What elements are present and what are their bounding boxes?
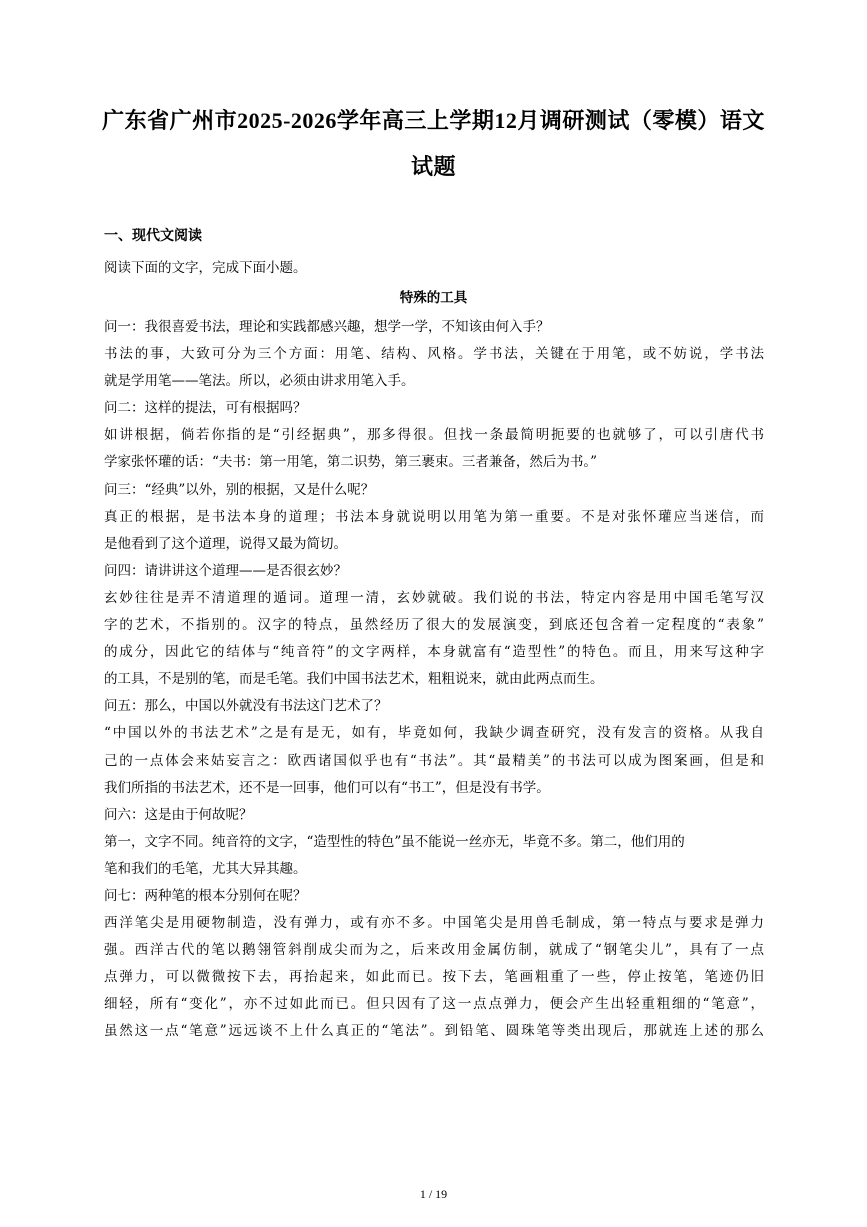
text-line: 问六：这是由于何故呢？ bbox=[104, 806, 253, 823]
text-line: 问一：我很喜爱书法，理论和实践都感兴趣，想学一学，不知该由何入手？ bbox=[104, 319, 550, 335]
text-line: 的成分，因此它的结体与“纯音符”的文字两样，本身就富有“造型性”的特色。而且，用来写这种字 bbox=[104, 644, 764, 661]
text-line: 点弹力，可以微微按下去，再抬起来，如此而已。按下去，笔画粗重了一些，停止按笔，笔迹仍旧 bbox=[104, 969, 764, 986]
text-line: 真正的根据，是书法本身的道理；书法本身就说明以用笔为第一重要。不是对张怀瓘应当迷信，而 bbox=[104, 508, 764, 525]
text-line: 问七：两种笔的根本分别何在呢？ bbox=[104, 887, 307, 904]
page-number: 1 / 19 bbox=[419, 1187, 448, 1201]
text-line: 强。西洋古代的笔以鹅翎管斜削成尖而为之，后来改用金属仿制，就成了“钢笔尖儿”，具有了一点 bbox=[104, 942, 764, 959]
text-line: 问四：请讲讲这个道理——是否很玄妙？ bbox=[104, 562, 347, 579]
text-line: 第一，文字不同。纯音符的文字，“造型性的特色”虽不能说一丝亦无，毕竟不多。第二，他们用的 bbox=[104, 833, 685, 850]
text-line: 就是学用笔——笔法。所以，必须由讲求用笔入手。 bbox=[104, 373, 415, 390]
document-title-line-1: 广东省广州市2025-2026学年高三上学期12月调研测试（零模）语文 bbox=[102, 108, 765, 133]
text-line: 字的艺术，不指别的。汉字的特点，虽然经历了很大的发展演变，到底还包含着一定程度的“表象” bbox=[104, 617, 764, 634]
text-line: 细轻，所有“变化”，亦不过如此而已。但只因有了这一点点弹力，便会产生出轻重粗细的“笔意”， bbox=[104, 996, 764, 1013]
text-line: 问三：“经典”以外，别的根据，又是什么呢？ bbox=[104, 481, 375, 498]
text-line: 我们所指的书法艺术，还不是一回事，他们可以有“书工”，但是没有书学。 bbox=[104, 779, 550, 796]
text-line: 问二：这样的提法，可有根据吗？ bbox=[104, 400, 307, 417]
text-line: 笔和我们的毛笔，尤其大异其趣。 bbox=[104, 860, 307, 877]
text-line: 己的一点体会来姑妄言之：欧西诸国似乎也有“书法”。其“最精美”的书法可以成为图案画，但是和 bbox=[104, 752, 764, 769]
text-line: 虽然这一点“笔意”远远谈不上什么真正的“笔法”。到铅笔、圆珠笔等类出现后，那就连上述的那么 bbox=[104, 1023, 764, 1040]
text-line: 玄妙往往是弄不清道理的遁词。道理一清，玄妙就破。我们说的书法，特定内容是用中国毛笔写汉 bbox=[104, 589, 764, 606]
document-title-line-2: 试题 bbox=[410, 154, 456, 179]
text-line: 的工具，不是别的笔，而是毛笔。我们中国书法艺术，粗粗说来，就由此两点而生。 bbox=[104, 671, 604, 688]
text-line: 问五：那么，中国以外就没有书法这门艺术了？ bbox=[104, 698, 388, 715]
section-heading: 一、现代文阅读 bbox=[104, 228, 202, 244]
article-title: 特殊的工具 bbox=[399, 290, 468, 306]
instruction-text: 阅读下面的文字，完成下面小题。 bbox=[104, 260, 307, 276]
text-line: 如讲根据，倘若你指的是“引经据典”，那多得很。但找一条最简明扼要的也就够了，可以引唐代书 bbox=[104, 427, 764, 444]
text-line: 书法的事，大致可分为三个方面：用笔、结构、风格。学书法，关键在于用笔，或不妨说，学书法 bbox=[104, 346, 764, 363]
text-line: 西洋笔尖是用硬物制造，没有弹力，或有亦不多。中国笔尖是用兽毛制成，第一特点与要求是弹力 bbox=[104, 915, 764, 932]
text-line: 学家张怀瓘的话：“夫书：第一用笔，第二识势，第三裹束。三者兼备，然后为书。” bbox=[104, 454, 598, 471]
text-line: “中国以外的书法艺术”之是有是无，如有，毕竟如何，我缺少调查研究，没有发言的资格。从我自 bbox=[104, 725, 764, 742]
article-body bbox=[104, 314, 764, 1046]
text-line: 是他看到了这个道理，说得又最为简切。 bbox=[104, 535, 347, 552]
